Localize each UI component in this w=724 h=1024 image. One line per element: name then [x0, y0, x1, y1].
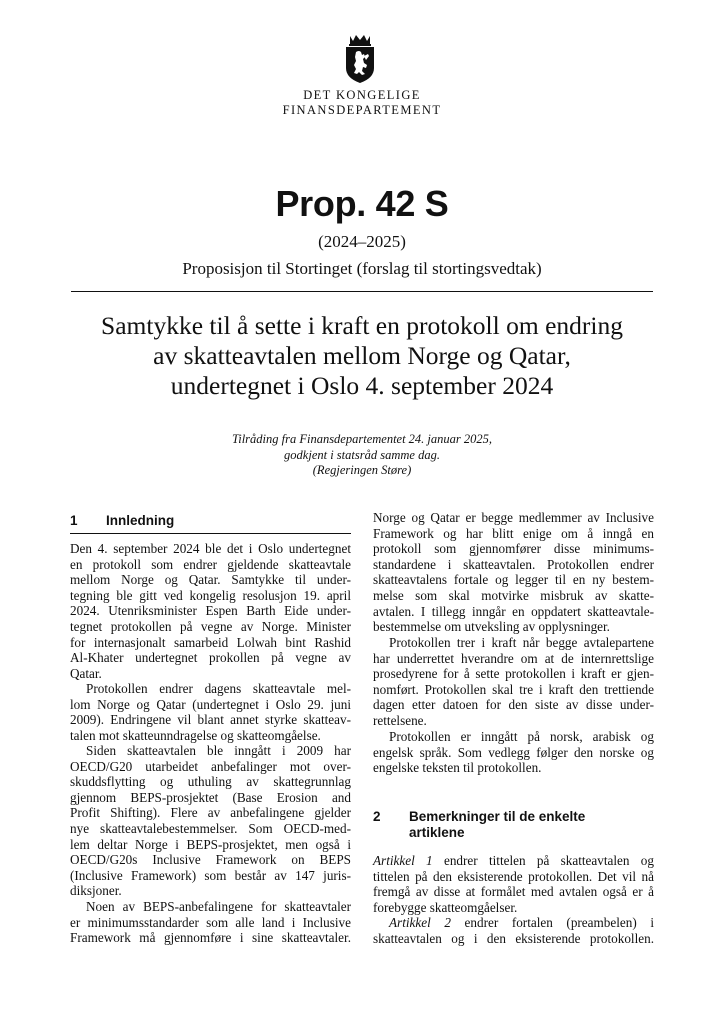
- text-line: tittelen på den eksisterende protokollen. Det vil nå: [373, 868, 654, 884]
- paragraph: [70, 743, 351, 899]
- text-line: Framework og har blitt enige om å inngå en: [373, 525, 654, 541]
- text-line: dagen etter datoen for den siste av disse under-: [373, 697, 654, 713]
- paragraph: [373, 635, 654, 729]
- section-title: Innledning: [106, 513, 175, 528]
- text-line: skuddsflytting og uthuling av skattegrunnlag: [70, 774, 351, 790]
- text-line: rettelsene.: [373, 712, 427, 728]
- text-line: diksjoner.: [70, 883, 122, 899]
- text-line: prosedyrene for å sette protokollen i kraft er gjen-: [373, 666, 654, 682]
- text-line: [373, 915, 654, 931]
- text-line: mellom Norge og Qatar. Samtykke til under-: [70, 572, 351, 588]
- text-line: gjennom BEPS-prosjektet (Base Erosion and: [70, 789, 351, 805]
- paragraph: [70, 899, 351, 946]
- text-line: engelsk språk. Som vedlegg følger den norske og: [373, 744, 654, 760]
- approval-line: godkjent i statsråd samme dag.: [284, 447, 440, 462]
- title-divider: [71, 291, 653, 292]
- article-reference: Artikkel 2: [389, 915, 451, 930]
- text-line: forebygge skatteomgåelser.: [373, 899, 518, 915]
- norwegian-coat-of-arms-icon: [337, 34, 383, 84]
- text-line: skatteavtalen og i den eksisterende protokollen.: [373, 930, 654, 946]
- text-line: protokoll som gjennomfører disse minimums-: [373, 541, 654, 557]
- section-title: [409, 809, 654, 841]
- text-line: er minimumsstandarder som alle land i Inclusive: [70, 914, 351, 930]
- text-line: [373, 853, 654, 869]
- text-line: Framework må gjennomføre i sine skatteavtaler.: [70, 930, 351, 946]
- text-line: Qatar.: [70, 665, 102, 681]
- text-line: standardene i skatteavtalen. Protokollen endrer: [373, 556, 654, 572]
- text-line: Protokollen endrer dagens skatteavtale mel-: [86, 681, 351, 696]
- text-line: Siden skatteavtalen ble inngått i 2009 har: [86, 743, 351, 758]
- text-line: nye skatteavtalebestemmelser. Som OECD-med-: [70, 820, 351, 836]
- session-years: (2024–2025): [318, 232, 406, 251]
- text-line: bestemmelse om utveksling av opplysninger.: [373, 619, 610, 635]
- document-title-line: Samtykke til å sette i kraft en protokoll om endring: [101, 311, 623, 340]
- approval-line: (Regjeringen Støre): [312, 463, 412, 477]
- text-line: (Inclusive Framework) som består av 147 juris-: [70, 867, 351, 883]
- text-line: en protokoll som endrer gjeldende skatteavtale: [70, 556, 351, 572]
- text-line: har underrettet hverandre om at de internrettslige: [373, 650, 654, 666]
- paragraph: [373, 915, 654, 946]
- text-line: Al-Khater undertegnet prokollen på vegne av: [70, 650, 351, 666]
- text-line: melse som skal motvirke misbruk av skatte-: [373, 587, 654, 603]
- text-line: lem deltar Norge i BEPS-prosjektet, men også i: [70, 836, 351, 852]
- text-line: 2024. Utenriksminister Espen Barth Eide under-: [70, 603, 351, 619]
- text-line: lom Norge og Qatar (undertegnet i Oslo 29. juni: [70, 696, 351, 712]
- text-line: tegning ble gitt ved kongelig resolusjon 19. april: [70, 587, 351, 603]
- text-segment: endrer tittelen på skatteavtalen og: [432, 853, 654, 868]
- proposition-subtitle: Proposisjon til Stortinget (forslag til stortingsvedtak): [182, 259, 542, 278]
- document-title-line: av skatteavtalen mellom Norge og Qatar,: [153, 341, 571, 370]
- section-number: 1: [70, 513, 78, 528]
- text-line: OECD/G20 utarbeidet anbefalinger mot over-: [70, 758, 351, 774]
- approval-line: Tilråding fra Finansdepartementet 24. januar 2025,: [231, 432, 493, 446]
- text-line: tegnet protokollen på vegne av Norge. Minister: [70, 618, 351, 634]
- section-title-line: artiklene: [409, 825, 465, 840]
- paragraph: [373, 729, 654, 776]
- text-line: for internasjonalt samarbeid Lolwah bint Rashid: [70, 634, 351, 650]
- section-2-heading: [373, 809, 654, 841]
- text-line: Norge og Qatar er begge medlemmer av Inclusive: [373, 510, 654, 525]
- text-line: Protokollen er inngått på norsk, arabisk og: [389, 729, 654, 744]
- document-title: [60, 311, 664, 401]
- text-line: skatteavtalens fortale og legger til en ny bestem-: [373, 572, 654, 588]
- text-line: 2009). Endringene vil blant annet styrke skatteav-: [70, 712, 351, 728]
- paragraph: [70, 541, 351, 681]
- text-line: fremgå av disse at formålet med avtalen også er å: [373, 884, 654, 900]
- proposition-number: Prop. 42 S: [275, 183, 449, 224]
- text-line: OECD/G20s Inclusive Framework on BEPS: [70, 852, 351, 868]
- article-reference: Artikkel 1: [373, 853, 433, 868]
- text-segment: endrer fortalen (preambelen) i: [450, 915, 654, 930]
- approval-note: [0, 432, 724, 479]
- text-line: talen mot skatteunndragelse og skatteomgåelse.: [70, 727, 321, 743]
- section-title-line: Bemerkninger til de enkelte: [409, 809, 586, 824]
- section-number: 2: [373, 809, 381, 824]
- text-line: avtalen. I tillegg inngår en oppdatert skatteavtale-: [373, 603, 654, 619]
- paragraph: [373, 853, 654, 915]
- paragraph: [70, 681, 351, 743]
- text-line: Den 4. september 2024 ble det i Oslo undertegnet: [70, 541, 351, 556]
- text-line: Profit Shifting). Flere av anbefalingene gjelder: [70, 805, 351, 821]
- text-line: nomført. Protokollen skal tre i kraft den trettiende: [373, 681, 654, 697]
- text-line: engelske teksten til protokollen.: [373, 760, 542, 776]
- text-line: Noen av BEPS-anbefalingene for skatteavtaler: [86, 899, 351, 914]
- document-title-line: undertegnet i Oslo 4. september 2024: [170, 371, 554, 400]
- paragraph: [373, 510, 654, 635]
- section-1-heading: [70, 513, 351, 534]
- text-line: Protokollen trer i kraft når begge avtalepartene: [389, 635, 654, 650]
- ministry-name-line2: FINANSDEPARTEMENT: [282, 103, 442, 117]
- ministry-name-line1: DET KONGELIGE: [303, 88, 421, 102]
